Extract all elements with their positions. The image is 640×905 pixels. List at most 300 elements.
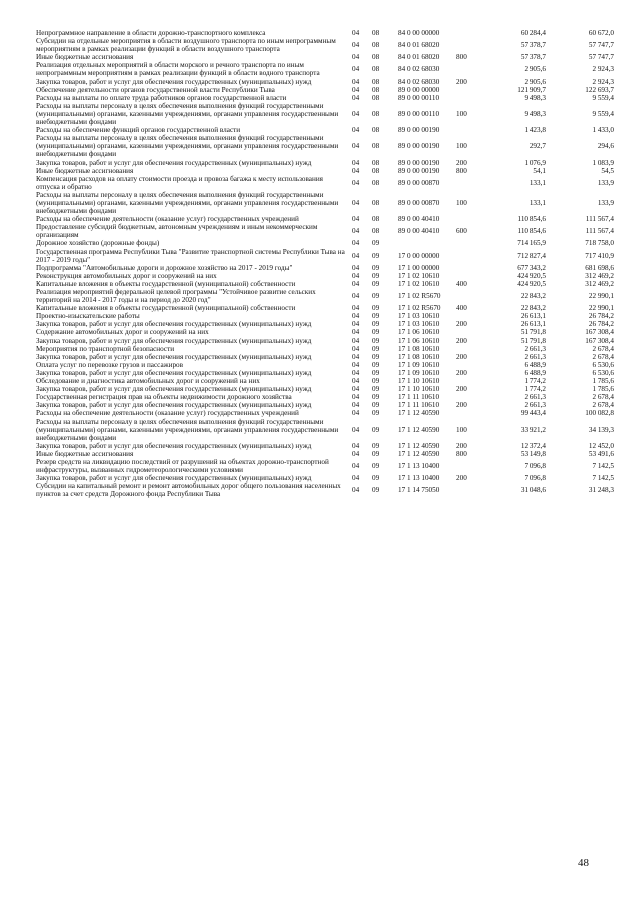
amount-year-1: 1 423,8 xyxy=(524,126,546,135)
subsection-code: 09 xyxy=(372,409,380,418)
section-code: 04 xyxy=(352,344,360,353)
amount-year-1: 26 613,1 xyxy=(520,312,546,321)
target-article-code: 17 1 10 10610 xyxy=(398,385,440,394)
target-article-code: 17 1 00 00000 xyxy=(398,263,440,272)
amount-year-2: 2 678,4 xyxy=(592,344,614,353)
section-code: 04 xyxy=(352,263,360,272)
row-name: Проектно-изыскательские работы xyxy=(36,312,140,321)
amount-year-2: 133,9 xyxy=(597,198,614,207)
amount-year-2: 6 530,6 xyxy=(592,360,614,369)
expense-type-code: 200 xyxy=(456,320,467,329)
subsection-code: 08 xyxy=(372,77,380,86)
table-row xyxy=(36,450,614,458)
target-article-code: 17 1 12 40590 xyxy=(398,441,440,450)
subsection-code: 08 xyxy=(372,198,380,207)
section-code: 04 xyxy=(352,85,360,94)
table-row xyxy=(36,264,614,272)
amount-year-1: 121 909,7 xyxy=(517,85,546,94)
subsection-code: 09 xyxy=(372,425,380,434)
section-code: 04 xyxy=(352,198,360,207)
subsection-code: 08 xyxy=(372,41,380,50)
subsection-code: 08 xyxy=(372,109,380,118)
table-row xyxy=(36,442,614,450)
amount-year-2: 9 559,4 xyxy=(592,93,614,102)
row-name: Иные бюджетные ассигнования xyxy=(36,53,134,62)
amount-year-1: 60 284,4 xyxy=(520,29,546,37)
amount-year-1: 2 661,3 xyxy=(524,401,546,410)
expense-type-code: 200 xyxy=(456,385,467,394)
expense-type-code: 800 xyxy=(456,449,467,458)
amount-year-1: 2 905,6 xyxy=(524,65,546,74)
target-article-code: 89 0 00 00190 xyxy=(398,126,440,135)
section-code: 04 xyxy=(352,93,360,102)
amount-year-1: 1 076,9 xyxy=(524,158,546,167)
expense-type-code xyxy=(456,361,482,369)
section-code: 04 xyxy=(352,474,360,483)
table-row xyxy=(36,159,614,167)
row-name: Обеспечение деятельности органов государственной власти Республики Тыва xyxy=(36,85,275,94)
row-name: Расходы на выплаты персоналу в целях обеспечения выполнения функций государственными (муниципальными) органами, казенными учреждениями, органами управления государственными внебюджетными фондами xyxy=(36,190,339,216)
section-code: 04 xyxy=(352,29,360,37)
amount-year-1: 424 920,5 xyxy=(517,271,546,280)
expense-type-code: 800 xyxy=(456,53,467,62)
expense-type-code xyxy=(456,37,482,53)
subsection-code: 09 xyxy=(372,486,380,495)
section-code: 04 xyxy=(352,109,360,118)
table-row xyxy=(36,474,614,482)
amount-year-2: 26 784,2 xyxy=(588,312,614,321)
row-name: Закупка товаров, работ и услуг для обеспечения государственных (муниципальных) нужд xyxy=(36,401,312,410)
section-code: 04 xyxy=(352,385,360,394)
row-name: Реконструкция автомобильных дорог и сооружений на них xyxy=(36,271,217,280)
row-name: Закупка товаров, работ и услуг для обеспечения государственных (муниципальных) нужд xyxy=(36,385,312,394)
subsection-code: 08 xyxy=(372,93,380,102)
expense-type-code xyxy=(456,248,482,264)
row-name: Расходы на обеспечение деятельности (оказание услуг) государственных учреждений xyxy=(36,409,299,418)
subsection-code: 08 xyxy=(372,29,380,37)
row-name: Компенсация расходов на оплату стоимости проезда и провоза багажа к месту использования отпуска и обратно xyxy=(36,174,323,191)
subsection-code: 08 xyxy=(372,53,380,62)
section-code: 04 xyxy=(352,279,360,288)
expense-type-code: 400 xyxy=(456,279,467,288)
target-article-code: 84 0 00 00000 xyxy=(398,29,440,37)
subsection-code: 09 xyxy=(372,271,380,280)
target-article-code: 84 0 02 68030 xyxy=(398,77,440,86)
amount-year-2: 1 083,9 xyxy=(592,158,614,167)
amount-year-2: 57 747,7 xyxy=(588,53,614,62)
row-name: Закупка товаров, работ и услуг для обеспечения государственных (муниципальных) нужд xyxy=(36,441,312,450)
row-name: Закупка товаров, работ и услуг для обеспечения государственных (муниципальных) нужд xyxy=(36,336,312,345)
subsection-code: 09 xyxy=(372,474,380,483)
expense-type-code xyxy=(456,312,482,320)
section-code: 04 xyxy=(352,251,360,260)
row-name: Расходы на выплаты персоналу в целях обеспечения выполнения функций государственными (муниципальными) органами, казенными учреждениями, органами управления государственными внебюджетными фондами xyxy=(36,417,339,442)
row-name: Закупка товаров, работ и услуг для обеспечения государственных (муниципальных) нужд xyxy=(36,320,312,329)
amount-year-2: 12 452,0 xyxy=(588,441,614,450)
section-code: 04 xyxy=(352,377,360,386)
amount-year-2: 718 758,0 xyxy=(585,239,614,248)
amount-year-1: 6 488,9 xyxy=(524,368,546,377)
target-article-code: 17 1 03 10610 xyxy=(398,320,440,329)
section-code: 04 xyxy=(352,320,360,329)
expense-type-code: 200 xyxy=(456,401,467,410)
row-name: Реализация отдельных мероприятий в области морского и речного транспорта по иным непрограммным мероприятиям в рамках реализации функций в области водного транспорта xyxy=(36,61,320,78)
table-row xyxy=(36,280,614,288)
amount-year-1: 57 378,7 xyxy=(520,53,546,62)
target-article-code: 17 1 02 R5670 xyxy=(398,304,441,313)
amount-year-2: 57 747,7 xyxy=(588,41,614,50)
amount-year-2: 7 142,5 xyxy=(592,462,614,471)
table-row xyxy=(36,215,614,223)
row-name: Иные бюджетные ассигнования xyxy=(36,449,134,458)
table-row xyxy=(36,353,614,361)
amount-year-2: 681 698,6 xyxy=(585,263,614,272)
subsection-code: 09 xyxy=(372,328,380,337)
table-row xyxy=(36,53,614,61)
subsection-code: 08 xyxy=(372,215,380,224)
row-name: Обследование и диагностика автомобильных дорог и сооружений на них xyxy=(36,377,260,386)
amount-year-1: 7 096,8 xyxy=(524,462,546,471)
row-name: Дорожное хозяйство (дорожные фонды) xyxy=(36,239,160,248)
expense-type-code: 100 xyxy=(456,425,467,434)
expense-type-code: 600 xyxy=(456,227,467,236)
amount-year-2: 1 785,6 xyxy=(592,377,614,386)
amount-year-2: 7 142,5 xyxy=(592,474,614,483)
amount-year-1: 6 488,9 xyxy=(524,360,546,369)
table-row xyxy=(36,288,614,304)
amount-year-1: 99 443,4 xyxy=(520,409,546,418)
subsection-code: 09 xyxy=(372,304,380,313)
subsection-code: 08 xyxy=(372,126,380,135)
row-name: Подпрограмма "Автомобильные дороги и дорожное хозяйство на 2017 - 2019 годы" xyxy=(36,263,293,272)
amount-year-2: 9 559,4 xyxy=(592,109,614,118)
target-article-code: 84 0 01 68020 xyxy=(398,41,440,50)
table-row xyxy=(36,312,614,320)
expense-type-code xyxy=(456,288,482,304)
row-name: Закупка товаров, работ и услуг для обеспечения государственных (муниципальных) нужд xyxy=(36,158,312,167)
subsection-code: 08 xyxy=(372,227,380,236)
amount-year-1: 714 165,9 xyxy=(517,239,546,248)
target-article-code: 17 1 14 75050 xyxy=(398,486,440,495)
target-article-code: 17 1 06 10610 xyxy=(398,336,440,345)
target-article-code: 17 1 11 10610 xyxy=(398,393,440,402)
amount-year-1: 33 921,2 xyxy=(520,425,546,434)
expense-type-code xyxy=(456,29,482,37)
subsection-code: 09 xyxy=(372,312,380,321)
section-code: 04 xyxy=(352,166,360,175)
expense-type-code: 200 xyxy=(456,441,467,450)
section-code: 04 xyxy=(352,77,360,86)
expense-type-code: 800 xyxy=(456,166,467,175)
target-article-code: 17 1 02 R5670 xyxy=(398,292,441,301)
table-row xyxy=(36,134,614,158)
subsection-code: 09 xyxy=(372,251,380,260)
expense-type-code: 200 xyxy=(456,77,467,86)
section-code: 04 xyxy=(352,352,360,361)
table-row xyxy=(36,29,614,37)
expense-type-code: 400 xyxy=(456,304,467,313)
section-code: 04 xyxy=(352,271,360,280)
amount-year-1: 9 498,3 xyxy=(524,109,546,118)
subsection-code: 09 xyxy=(372,385,380,394)
row-name: Субсидии на отдельные мероприятия в области воздушного транспорта по иным непрограммным мероприятиям в рамках реализации функций в области воздушного транспорта xyxy=(36,37,336,54)
row-name: Расходы на выплаты персоналу в целях обеспечения выполнения функций государственными (муниципальными) органами, казенными учреждениями, органами управления государственными внебюджетными фондами xyxy=(36,101,339,127)
table-row xyxy=(36,167,614,175)
section-code: 04 xyxy=(352,425,360,434)
section-code: 04 xyxy=(352,227,360,236)
budget-table xyxy=(36,29,614,498)
target-article-code: 17 1 02 10610 xyxy=(398,271,440,280)
amount-year-1: 110 854,6 xyxy=(517,215,546,224)
subsection-code: 09 xyxy=(372,401,380,410)
row-name: Капитальные вложения в объекты государственной (муниципальной) собственности xyxy=(36,279,296,288)
subsection-code: 09 xyxy=(372,449,380,458)
expense-type-code xyxy=(456,175,482,191)
amount-year-1: 677 343,2 xyxy=(517,263,546,272)
row-name: Государственная регистрация прав на объекты недвижимости дорожного хозяйства xyxy=(36,393,292,402)
target-article-code: 17 1 06 10610 xyxy=(398,328,440,337)
amount-year-2: 22 990,1 xyxy=(588,304,614,313)
target-article-code: 17 1 13 10400 xyxy=(398,462,440,471)
table-row xyxy=(36,126,614,134)
expense-type-code xyxy=(456,409,482,417)
section-code: 04 xyxy=(352,41,360,50)
amount-year-2: 133,9 xyxy=(597,178,614,187)
subsection-code: 08 xyxy=(372,85,380,94)
table-row xyxy=(36,337,614,345)
amount-year-2: 54,5 xyxy=(601,166,614,175)
amount-year-2: 2 924,3 xyxy=(592,65,614,74)
expense-type-code: 100 xyxy=(456,109,467,118)
target-article-code: 84 0 02 68030 xyxy=(398,65,440,74)
row-name: Субсидии на капитальный ремонт и ремонт автомобильных дорог общего пользования населенных пунктов за счет средств Дорожного фонда Республики Тыва xyxy=(36,482,341,499)
expense-type-code: 200 xyxy=(456,336,467,345)
target-article-code: 17 1 02 10610 xyxy=(398,279,440,288)
section-code: 04 xyxy=(352,142,360,151)
table-row xyxy=(36,94,614,102)
target-article-code: 17 1 12 40590 xyxy=(398,409,440,418)
amount-year-2: 1 433,0 xyxy=(592,126,614,135)
subsection-code: 08 xyxy=(372,166,380,175)
table-row xyxy=(36,102,614,126)
table-row xyxy=(36,320,614,328)
subsection-code: 08 xyxy=(372,142,380,151)
section-code: 04 xyxy=(352,328,360,337)
row-name: Расходы на обеспечение деятельности (оказание услуг) государственных учреждений xyxy=(36,215,299,224)
row-name: Реализация мероприятий федеральной целевой программы "Устойчивое развитие сельских территорий на 2014 - 2017 годы и на период до 2020 год" xyxy=(36,288,316,305)
section-code: 04 xyxy=(352,312,360,321)
expense-type-code xyxy=(456,61,482,77)
subsection-code: 09 xyxy=(372,263,380,272)
amount-year-2: 167 308,4 xyxy=(585,328,614,337)
amount-year-2: 1 785,6 xyxy=(592,385,614,394)
subsection-code: 09 xyxy=(372,279,380,288)
amount-year-1: 53 149,8 xyxy=(520,449,546,458)
amount-year-1: 7 096,8 xyxy=(524,474,546,483)
expense-type-code: 100 xyxy=(456,142,467,151)
page-number: 48 xyxy=(578,857,589,869)
amount-year-1: 712 827,4 xyxy=(517,251,546,260)
amount-year-1: 292,7 xyxy=(529,142,546,151)
subsection-code: 08 xyxy=(372,158,380,167)
target-article-code: 89 0 00 00000 xyxy=(398,85,440,94)
amount-year-2: 60 672,0 xyxy=(588,29,614,37)
amount-year-1: 2 661,3 xyxy=(524,393,546,402)
table-row xyxy=(36,361,614,369)
amount-year-1: 110 854,6 xyxy=(517,227,546,236)
table-row xyxy=(36,272,614,280)
amount-year-1: 1 774,2 xyxy=(524,385,546,394)
row-name: Расходы на выплаты по оплате труда работников органов государственной власти xyxy=(36,93,287,102)
section-code: 04 xyxy=(352,486,360,495)
expense-type-code xyxy=(456,272,482,280)
expense-type-code: 100 xyxy=(456,198,467,207)
table-row xyxy=(36,458,614,474)
amount-year-2: 2 678,4 xyxy=(592,401,614,410)
target-article-code: 17 1 13 10400 xyxy=(398,474,440,483)
target-article-code: 89 0 00 00870 xyxy=(398,198,440,207)
expense-type-code xyxy=(456,393,482,401)
amount-year-2: 2 678,4 xyxy=(592,352,614,361)
table-row xyxy=(36,409,614,417)
table-row xyxy=(36,482,614,498)
amount-year-2: 26 784,2 xyxy=(588,320,614,329)
row-name: Закупка товаров, работ и услуг для обеспечения государственных (муниципальных) нужд xyxy=(36,352,312,361)
subsection-code: 09 xyxy=(372,239,380,248)
amount-year-1: 22 843,2 xyxy=(520,292,546,301)
section-code: 04 xyxy=(352,126,360,135)
section-code: 04 xyxy=(352,462,360,471)
amount-year-2: 100 082,8 xyxy=(585,409,614,418)
subsection-code: 09 xyxy=(372,462,380,471)
amount-year-1: 9 498,3 xyxy=(524,93,546,102)
section-code: 04 xyxy=(352,53,360,62)
subsection-code: 09 xyxy=(372,377,380,386)
amount-year-1: 22 843,2 xyxy=(520,304,546,313)
amount-year-1: 31 048,6 xyxy=(520,486,546,495)
row-name: Иные бюджетные ассигнования xyxy=(36,166,134,175)
amount-year-1: 1 774,2 xyxy=(524,377,546,386)
section-code: 04 xyxy=(352,449,360,458)
row-name: Предоставление субсидий бюджетным, автономным учреждениям и иным некоммерческим организациям xyxy=(36,223,318,240)
row-name: Оплата услуг по перевозке грузов и пассажиров xyxy=(36,360,184,369)
table-row xyxy=(36,78,614,86)
subsection-code: 08 xyxy=(372,178,380,187)
amount-year-1: 12 372,4 xyxy=(520,441,546,450)
amount-year-2: 22 990,1 xyxy=(588,292,614,301)
row-name: Расходы на выплаты персоналу в целях обеспечения выполнения функций государственными (муниципальными) органами, казенными учреждениями, органами управления государственными внебюджетными фондами xyxy=(36,134,339,159)
amount-year-2: 111 567,4 xyxy=(585,215,614,224)
row-name: Расходы на обеспечение функций органов государственной власти xyxy=(36,126,241,135)
section-code: 04 xyxy=(352,304,360,313)
amount-year-1: 2 661,3 xyxy=(524,344,546,353)
subsection-code: 09 xyxy=(372,292,380,301)
amount-year-2: 111 567,4 xyxy=(585,227,614,236)
expense-type-code xyxy=(456,482,482,498)
subsection-code: 08 xyxy=(372,65,380,74)
amount-year-2: 2 678,4 xyxy=(592,393,614,402)
amount-year-2: 6 530,6 xyxy=(592,368,614,377)
amount-year-1: 51 791,8 xyxy=(520,336,546,345)
target-article-code: 17 1 03 10610 xyxy=(398,312,440,321)
row-name: Непрограммное направление в области дорожно-транспортного комплекса xyxy=(36,29,266,37)
table-row xyxy=(36,377,614,385)
target-article-code: 89 0 00 40410 xyxy=(398,227,440,236)
row-name: Закупка товаров, работ и услуг для обеспечения государственных (муниципальных) нужд xyxy=(36,474,312,483)
table-row xyxy=(36,175,614,191)
row-name: Содержание автомобильных дорог и сооружений на них xyxy=(36,328,209,337)
table-row xyxy=(36,248,614,264)
amount-year-1: 133,1 xyxy=(529,198,546,207)
table-row xyxy=(36,191,614,215)
section-code: 04 xyxy=(352,409,360,418)
expense-type-code xyxy=(456,94,482,102)
amount-year-2: 34 139,3 xyxy=(588,425,614,434)
row-name: Закупка товаров, работ и услуг для обеспечения государственных (муниципальных) нужд xyxy=(36,77,312,86)
expense-type-code xyxy=(456,458,482,474)
table-row xyxy=(36,223,614,239)
target-article-code: 17 1 11 10610 xyxy=(398,401,440,410)
expense-type-code: 200 xyxy=(456,368,467,377)
amount-year-1: 2 905,6 xyxy=(524,77,546,86)
row-name: Закупка товаров, работ и услуг для обеспечения государственных (муниципальных) нужд xyxy=(36,368,312,377)
table-row xyxy=(36,328,614,336)
expense-type-code xyxy=(456,239,482,247)
expense-type-code xyxy=(456,345,482,353)
target-article-code: 17 1 08 10610 xyxy=(398,344,440,353)
target-article-code: 17 1 10 10610 xyxy=(398,377,440,386)
target-article-code xyxy=(398,239,456,247)
section-code: 04 xyxy=(352,401,360,410)
amount-year-1: 26 613,1 xyxy=(520,320,546,329)
section-code: 04 xyxy=(352,336,360,345)
target-article-code: 89 0 00 00190 xyxy=(398,158,440,167)
target-article-code: 89 0 00 00110 xyxy=(398,109,440,118)
expense-type-code: 200 xyxy=(456,474,467,483)
section-code: 04 xyxy=(352,215,360,224)
section-code: 04 xyxy=(352,292,360,301)
expense-type-code xyxy=(456,328,482,336)
target-article-code: 89 0 00 00110 xyxy=(398,93,440,102)
expense-type-code: 200 xyxy=(456,158,467,167)
subsection-code: 09 xyxy=(372,320,380,329)
row-name: Капитальные вложения в объекты государственной (муниципальной) собственности xyxy=(36,304,296,313)
expense-type-code xyxy=(456,377,482,385)
table-row xyxy=(36,239,614,247)
target-article-code: 89 0 00 00870 xyxy=(398,178,440,187)
amount-year-2: 167 308,4 xyxy=(585,336,614,345)
target-article-code: 89 0 00 00190 xyxy=(398,166,440,175)
table-row xyxy=(36,61,614,77)
amount-year-2: 312 469,2 xyxy=(585,271,614,280)
section-code: 04 xyxy=(352,65,360,74)
amount-year-1: 57 378,7 xyxy=(520,41,546,50)
amount-year-1: 51 791,8 xyxy=(520,328,546,337)
amount-year-1: 54,1 xyxy=(533,166,546,175)
section-code: 04 xyxy=(352,178,360,187)
section-code: 04 xyxy=(352,368,360,377)
amount-year-2: 2 924,3 xyxy=(592,77,614,86)
table-row xyxy=(36,37,614,53)
amount-year-2: 31 248,3 xyxy=(588,486,614,495)
target-article-code: 17 1 08 10610 xyxy=(398,352,440,361)
subsection-code: 09 xyxy=(372,360,380,369)
table-row xyxy=(36,385,614,393)
amount-year-2: 53 491,6 xyxy=(588,449,614,458)
table-row xyxy=(36,393,614,401)
target-article-code: 89 0 00 00190 xyxy=(398,142,440,151)
target-article-code: 17 0 00 00000 xyxy=(398,251,440,260)
